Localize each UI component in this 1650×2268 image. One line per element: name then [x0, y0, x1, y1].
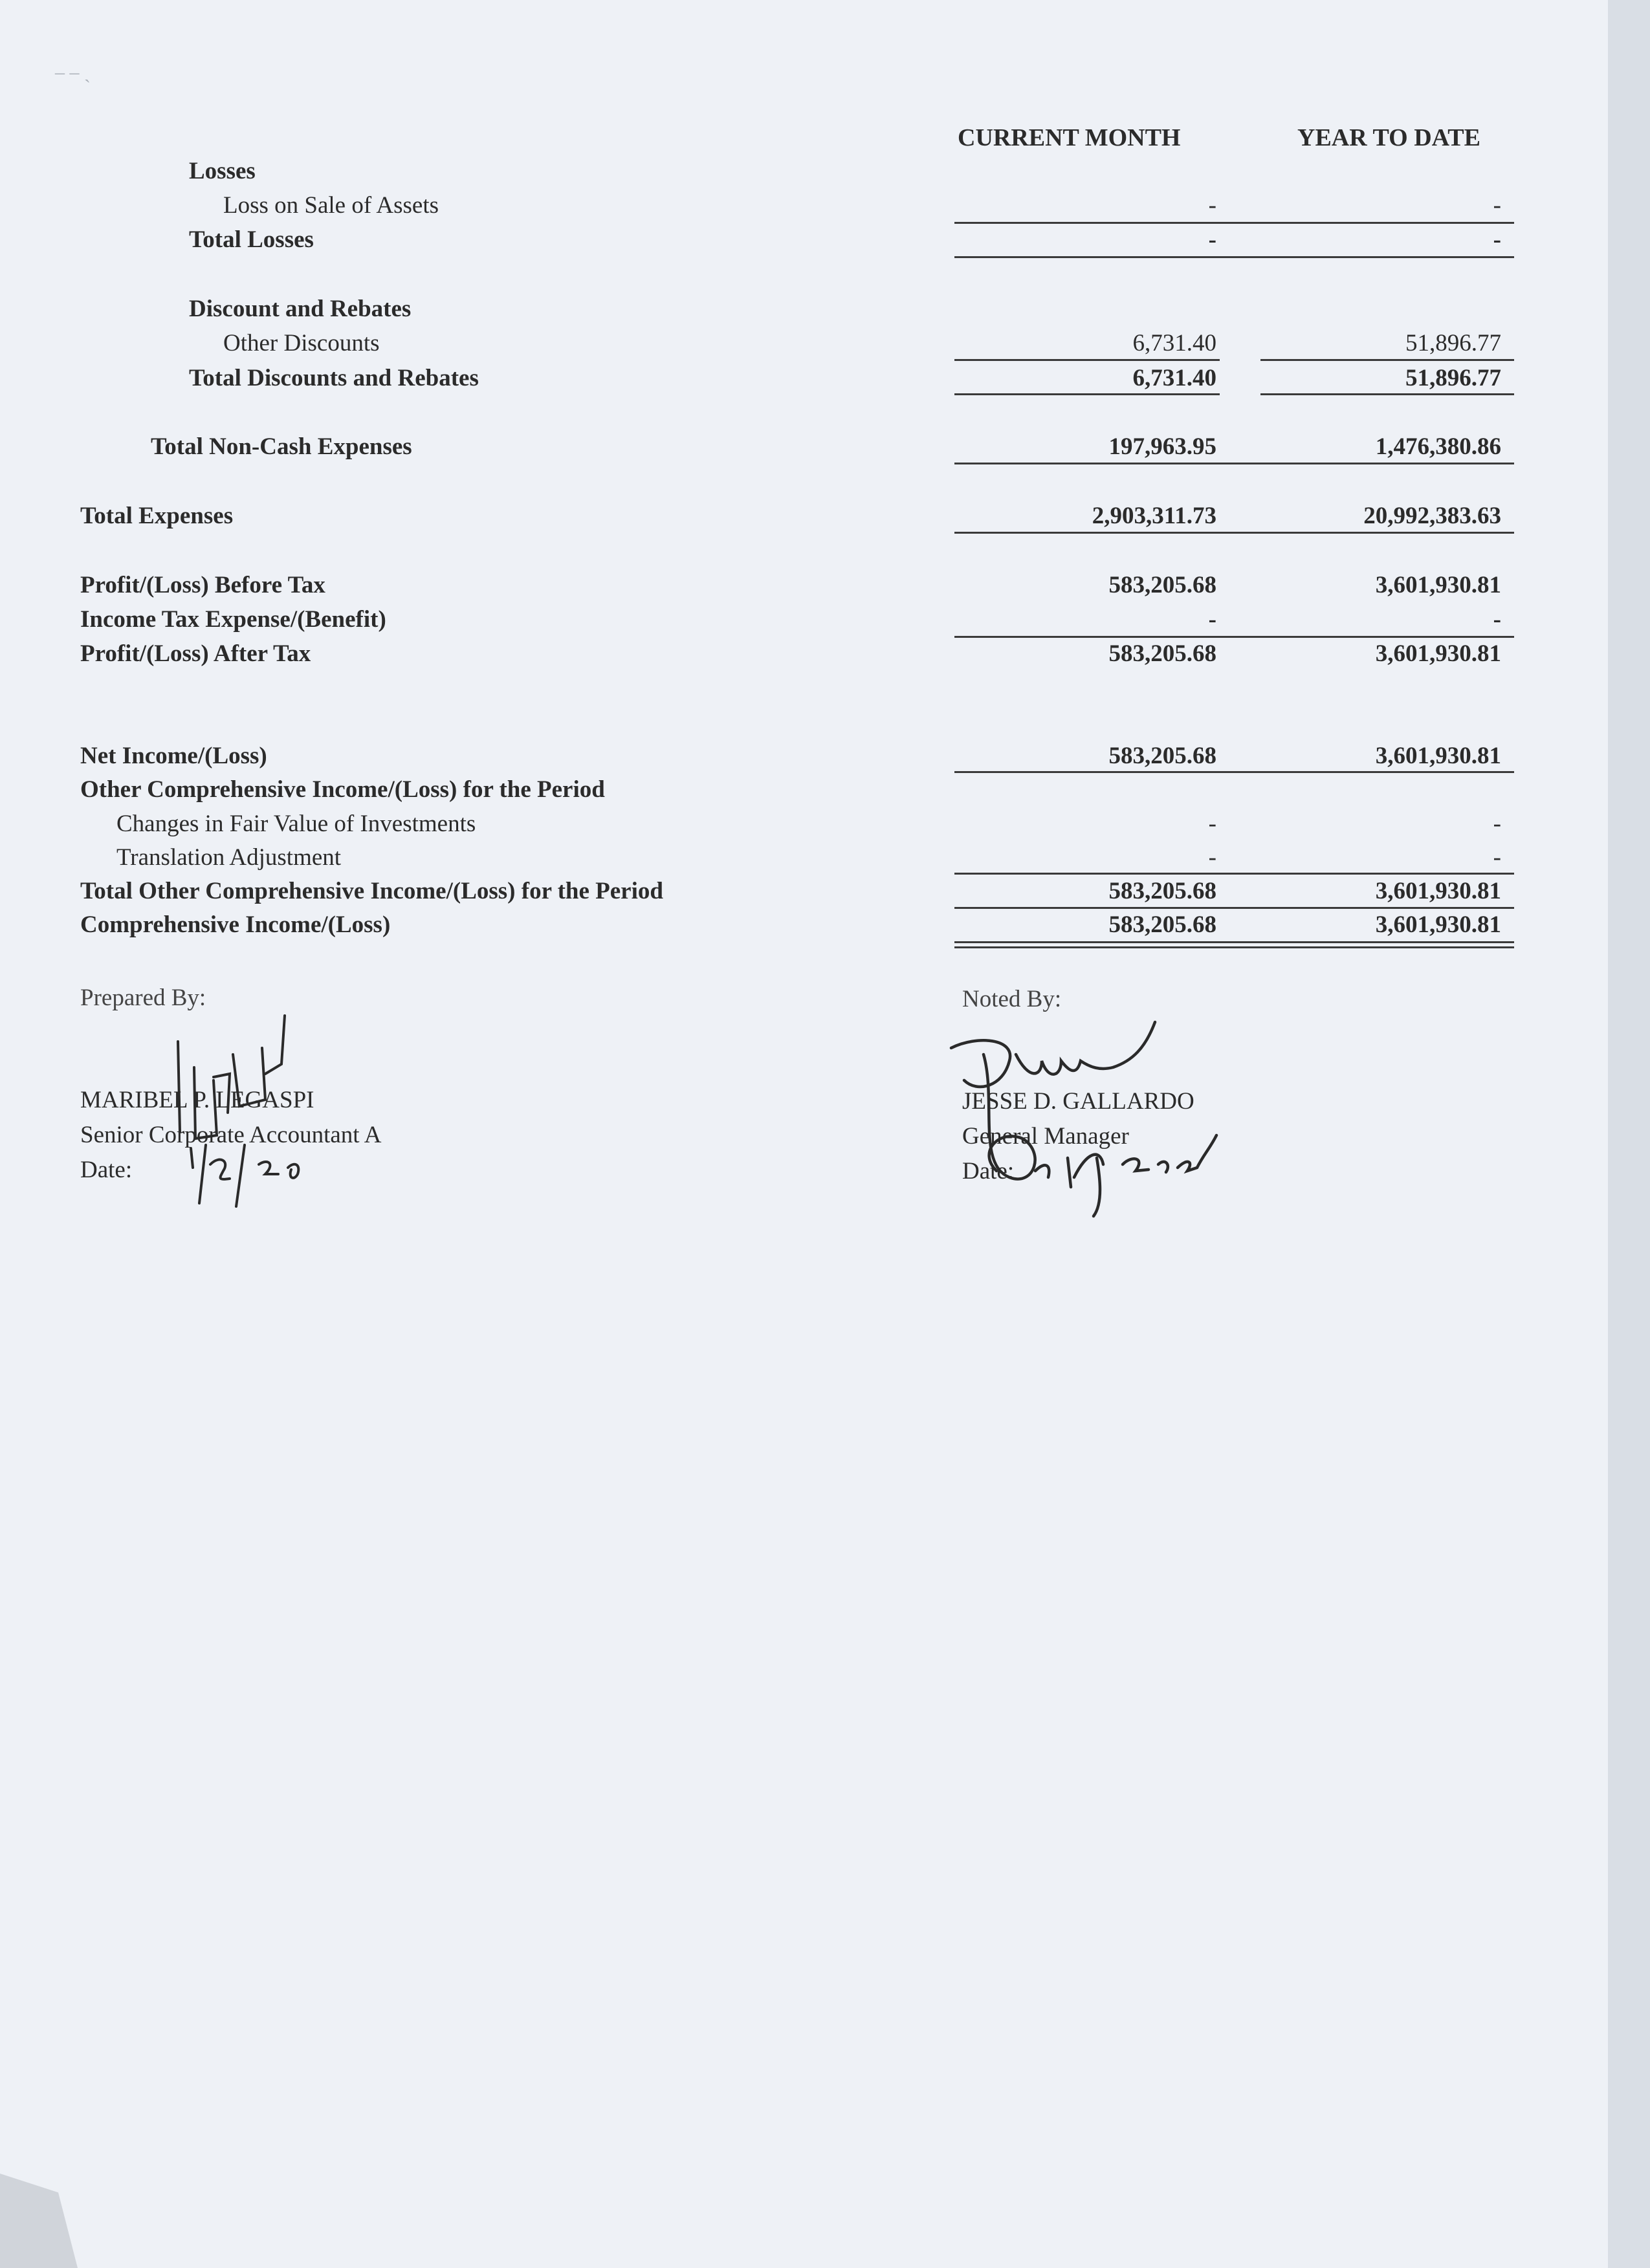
label-total-non-cash: Total Non-Cash Expenses — [151, 433, 412, 460]
ytd-total-expenses: 20,992,383.63 — [1363, 503, 1501, 529]
label-translation: Translation Adjustment — [116, 844, 342, 871]
cm-loss-on-sale: - — [1208, 192, 1216, 219]
ytd-profit-before-tax: 3,601,930.81 — [1375, 572, 1501, 598]
ytd-total-losses: - — [1493, 226, 1501, 253]
label-oci: Other Comprehensive Income/(Loss) for the Period — [80, 776, 605, 803]
label-profit-after-tax: Profit/(Loss) After Tax — [80, 640, 311, 667]
cm-income-tax: - — [1208, 606, 1216, 633]
ytd-comprehensive-income: 3,601,930.81 — [1375, 911, 1501, 938]
double-rule-line — [954, 941, 1514, 948]
ytd-net-income: 3,601,930.81 — [1375, 743, 1501, 769]
ytd-total-oci: 3,601,930.81 — [1375, 878, 1501, 904]
header-year-to-date: YEAR TO DATE — [1297, 124, 1480, 151]
label-profit-before-tax: Profit/(Loss) Before Tax — [80, 572, 325, 598]
ytd-loss-on-sale: - — [1493, 192, 1501, 219]
label-net-income: Net Income/(Loss) — [80, 743, 267, 769]
prepared-by-signature — [168, 1009, 317, 1210]
ytd-translation: - — [1493, 844, 1501, 871]
cm-net-income: 583,205.68 — [1108, 743, 1216, 769]
rule-line — [954, 222, 1514, 224]
label-comprehensive-income: Comprehensive Income/(Loss) — [80, 911, 391, 938]
cm-total-losses: - — [1208, 226, 1216, 253]
ytd-fair-value: - — [1493, 811, 1501, 837]
prepared-by-caption: Prepared By: — [80, 985, 206, 1011]
noted-by-title: General Manager — [962, 1123, 1129, 1150]
rule-line — [954, 463, 1514, 464]
cm-fair-value: - — [1208, 811, 1216, 837]
rule-line — [954, 532, 1514, 534]
prepared-by-name: MARIBEL P. LEGASPI — [80, 1087, 314, 1113]
ytd-total-non-cash: 1,476,380.86 — [1375, 433, 1501, 460]
rule-line — [954, 771, 1514, 773]
header-current-month: CURRENT MONTH — [958, 124, 1181, 151]
rule-line — [1260, 393, 1514, 395]
rule-line — [954, 256, 1514, 258]
rule-line — [954, 359, 1220, 361]
noted-by-signature — [938, 1009, 1236, 1223]
label-total-discounts: Total Discounts and Rebates — [189, 365, 479, 391]
label-losses: Losses — [189, 158, 256, 184]
ytd-other-discounts: 51,896.77 — [1405, 330, 1501, 356]
ytd-profit-after-tax: 3,601,930.81 — [1375, 640, 1501, 667]
cm-translation: - — [1208, 844, 1216, 871]
label-total-expenses: Total Expenses — [80, 503, 234, 529]
scan-edge — [1608, 0, 1650, 2268]
cm-other-discounts: 6,731.40 — [1132, 330, 1216, 356]
cm-profit-after-tax: 583,205.68 — [1108, 640, 1216, 667]
noted-by-caption: Noted By: — [962, 986, 1062, 1012]
ytd-income-tax: - — [1493, 606, 1501, 633]
label-total-losses: Total Losses — [189, 226, 314, 253]
rule-line — [954, 636, 1514, 638]
label-total-oci: Total Other Comprehensive Income/(Loss) for the Period — [80, 878, 663, 904]
rule-line — [954, 393, 1220, 395]
label-loss-on-sale: Loss on Sale of Assets — [223, 192, 439, 219]
label-discount-rebates: Discount and Rebates — [189, 296, 412, 322]
label-fair-value: Changes in Fair Value of Investments — [116, 811, 476, 837]
ytd-total-discounts: 51,896.77 — [1405, 365, 1501, 391]
label-other-discounts: Other Discounts — [223, 330, 380, 356]
cm-profit-before-tax: 583,205.68 — [1108, 572, 1216, 598]
rule-line — [954, 873, 1514, 875]
rule-line — [1260, 359, 1514, 361]
rule-line — [954, 907, 1514, 909]
prepared-by-title: Senior Corporate Accountant A — [80, 1122, 382, 1148]
cm-total-non-cash: 197,963.95 — [1108, 433, 1216, 460]
label-income-tax: Income Tax Expense/(Benefit) — [80, 606, 386, 633]
noted-by-date-label: Date: — [962, 1158, 1015, 1184]
cm-total-expenses: 2,903,311.73 — [1092, 503, 1216, 529]
noted-by-name: JESSE D. GALLARDO — [962, 1088, 1194, 1115]
prepared-by-date-label: Date: — [80, 1157, 133, 1183]
cm-comprehensive-income: 583,205.68 — [1108, 911, 1216, 938]
cm-total-discounts: 6,731.40 — [1132, 365, 1216, 391]
cm-total-oci: 583,205.68 — [1108, 878, 1216, 904]
scan-mark: ‒ ‒ ˏ — [55, 61, 91, 83]
